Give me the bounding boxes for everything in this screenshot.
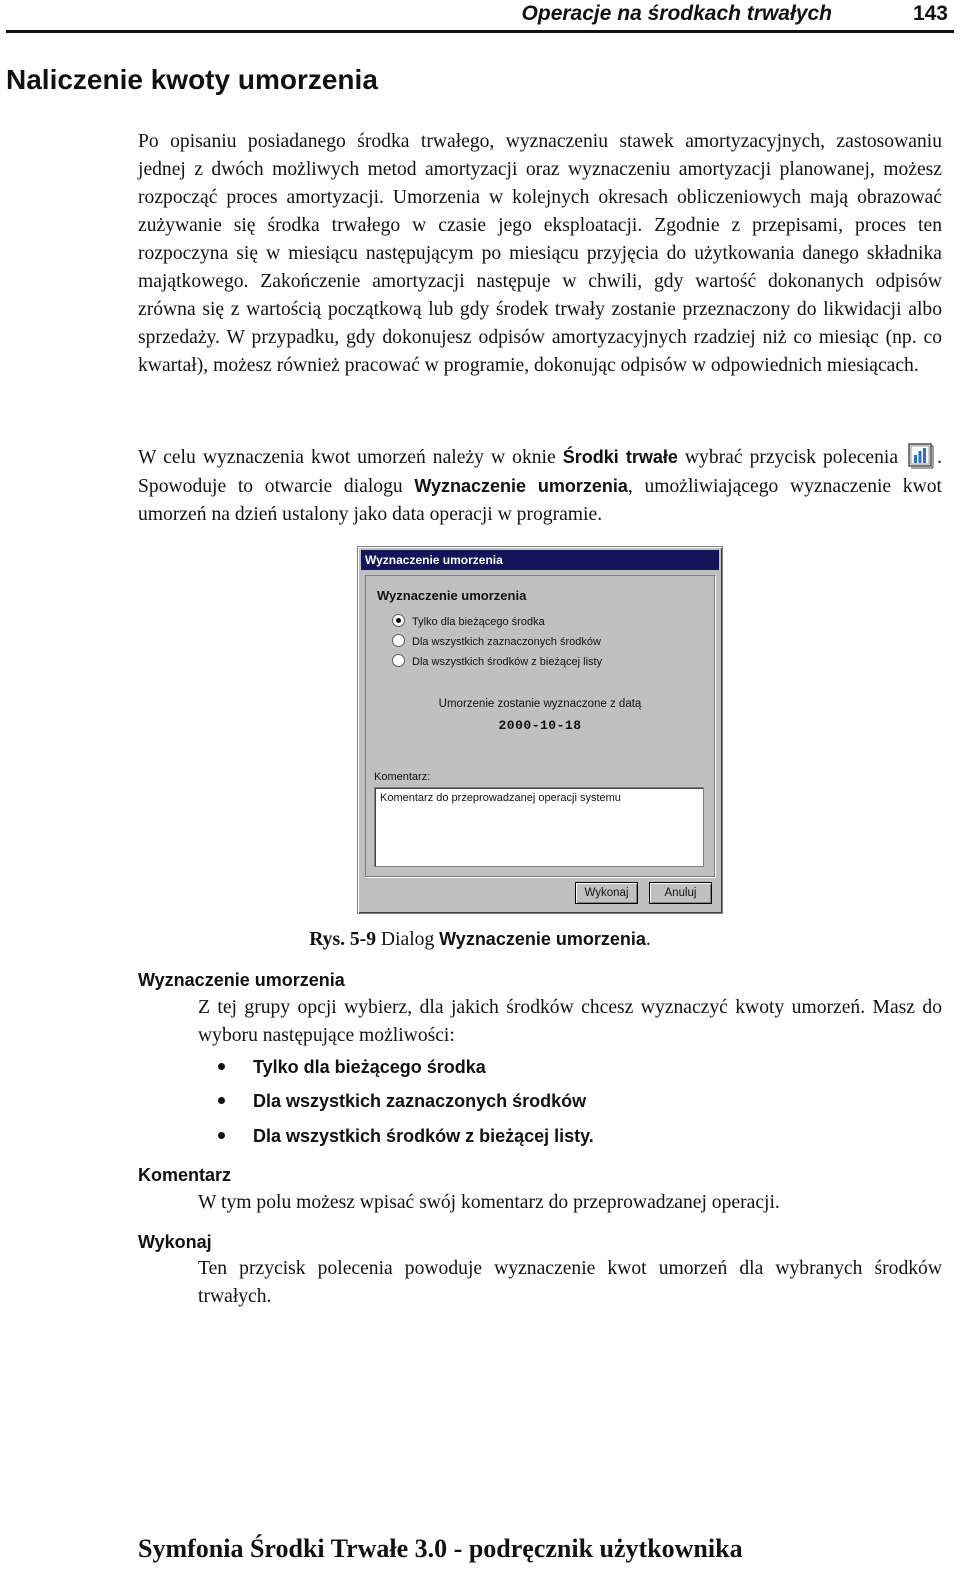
radio-current-asset[interactable] (392, 614, 545, 630)
dialog-name: Wyznaczenie umorzenia (414, 476, 628, 496)
text-run: , umożliwiającego wyznaczenie kwot umorzeń na dzień ustalony jako data operacji w programie. (138, 476, 942, 525)
bullet-dot-icon (218, 1132, 225, 1139)
radio-all-list-assets[interactable] (392, 654, 602, 670)
term-execute: Wykonaj (138, 1232, 212, 1252)
page-number: 143 (912, 2, 948, 25)
window-name: Środki trwałe (562, 447, 678, 467)
bullet-text: Dla wszystkich zaznaczonych środków (253, 1091, 587, 1111)
page-footer: Symfonia Środki Trwałe 3.0 - podręcznik użytkownika (138, 1534, 743, 1563)
depreciation-chart-icon (907, 441, 935, 469)
text-run: wybrać przycisk polecenia (677, 447, 906, 468)
comment-label: Komentarz: (374, 771, 431, 783)
bullet-item (218, 1057, 486, 1078)
dialog-group-label: Wyznaczenie umorzenia (377, 588, 527, 603)
radio-label: Tylko dla bieżącego środka (412, 616, 545, 628)
comment-field[interactable]: Komentarz do przeprowadzanej operacji systemu (374, 787, 704, 867)
radio-label: Dla wszystkich zaznaczonych środków (412, 636, 601, 648)
page-heading: Naliczenie kwoty umorzenia (6, 64, 378, 95)
group-description: Z tej grupy opcji wybierz, dla jakich środków chcesz wyznaczyć kwoty umorzeń. Masz do wyboru następujące możliwości: (198, 997, 942, 1046)
operation-date: 2000-10-18 (498, 718, 582, 733)
cancel-button[interactable]: Anuluj (649, 882, 712, 904)
radio-selected-icon (392, 614, 405, 627)
term-group: Wyznaczenie umorzenia (138, 970, 345, 990)
text-run: Dialog (376, 929, 440, 950)
radio-label: Dla wszystkich środków z bieżącej listy (412, 656, 603, 668)
date-info-label: Umorzenie zostanie wyznaczone z datą (438, 698, 642, 710)
dialog-panel (365, 575, 715, 877)
instruction-paragraph (138, 441, 942, 529)
execute-description: Ten przycisk polecenia powoduje wyznaczenie kwot umorzeń dla wybranych środków trwałych. (198, 1258, 942, 1307)
caption-label: Rys. 5-9 (309, 929, 377, 950)
bullet-item (218, 1091, 586, 1112)
text-run: . Spowoduje to otwarcie dialogu (138, 447, 942, 497)
bullet-dot-icon (218, 1063, 225, 1070)
radio-icon (392, 654, 405, 667)
dialog-title-bar: Wyznaczenie umorzenia (361, 550, 719, 570)
term-comment: Komentarz (138, 1165, 232, 1185)
bullet-dot-icon (218, 1097, 225, 1104)
caption-dialog-name: Wyznaczenie umorzenia (439, 929, 646, 949)
dialog-screenshot (357, 546, 723, 914)
bullet-text: Dla wszystkich środków z bieżącej listy. (253, 1126, 594, 1146)
bullet-text: Tylko dla bieżącego środka (253, 1057, 486, 1077)
text-run: W celu wyznaczenia kwot umorzeń należy w oknie (138, 447, 563, 468)
figure-caption (0, 929, 960, 951)
radio-icon (392, 634, 405, 647)
running-header (6, 0, 954, 33)
intro-paragraph: Po opisaniu posiadanego środka trwałego, wyznaczeniu stawek amortyzacyjnych, zastosowaniu jednej z dwóch możliwych metod amortyzacji oraz wyznaczeniu amortyzacji planowanej, możesz rozpocząć proces amortyzacji. Umorzenia w kolejnych okresach obliczeniowych mają obrazować zużywanie się środka trwałego w czasie jego eksploatacji. Zgodnie z przepisami, proces ten rozpoczyna się w miesiącu następującym po miesiącu przyjęcia do użytkowania danego składnika majątkowego. Zakończenie amortyzacji następuje w chwili, gdy wartość dokonanych odpisów zrówna się z wartością początkową lub gdy środek trwały zostanie przeznaczony do likwidacji albo sprzedaży. W przypadku, gdy dokonujesz odpisów amortyzacyjnych rzadziej niż co miesiąc (np. co kwartał), możesz również pracować w programie, dokonując odpisów w odpowiednich miesiącach. (138, 131, 942, 376)
comment-description: W tym polu możesz wpisać swój komentarz do przeprowadzanej operacji. (198, 1192, 780, 1213)
section-title: Operacje na środkach trwałych (521, 2, 832, 25)
execute-button[interactable]: Wykonaj (575, 882, 638, 904)
radio-selected-assets[interactable] (392, 634, 601, 650)
bullet-item (218, 1126, 594, 1147)
text-run: . (645, 929, 651, 950)
